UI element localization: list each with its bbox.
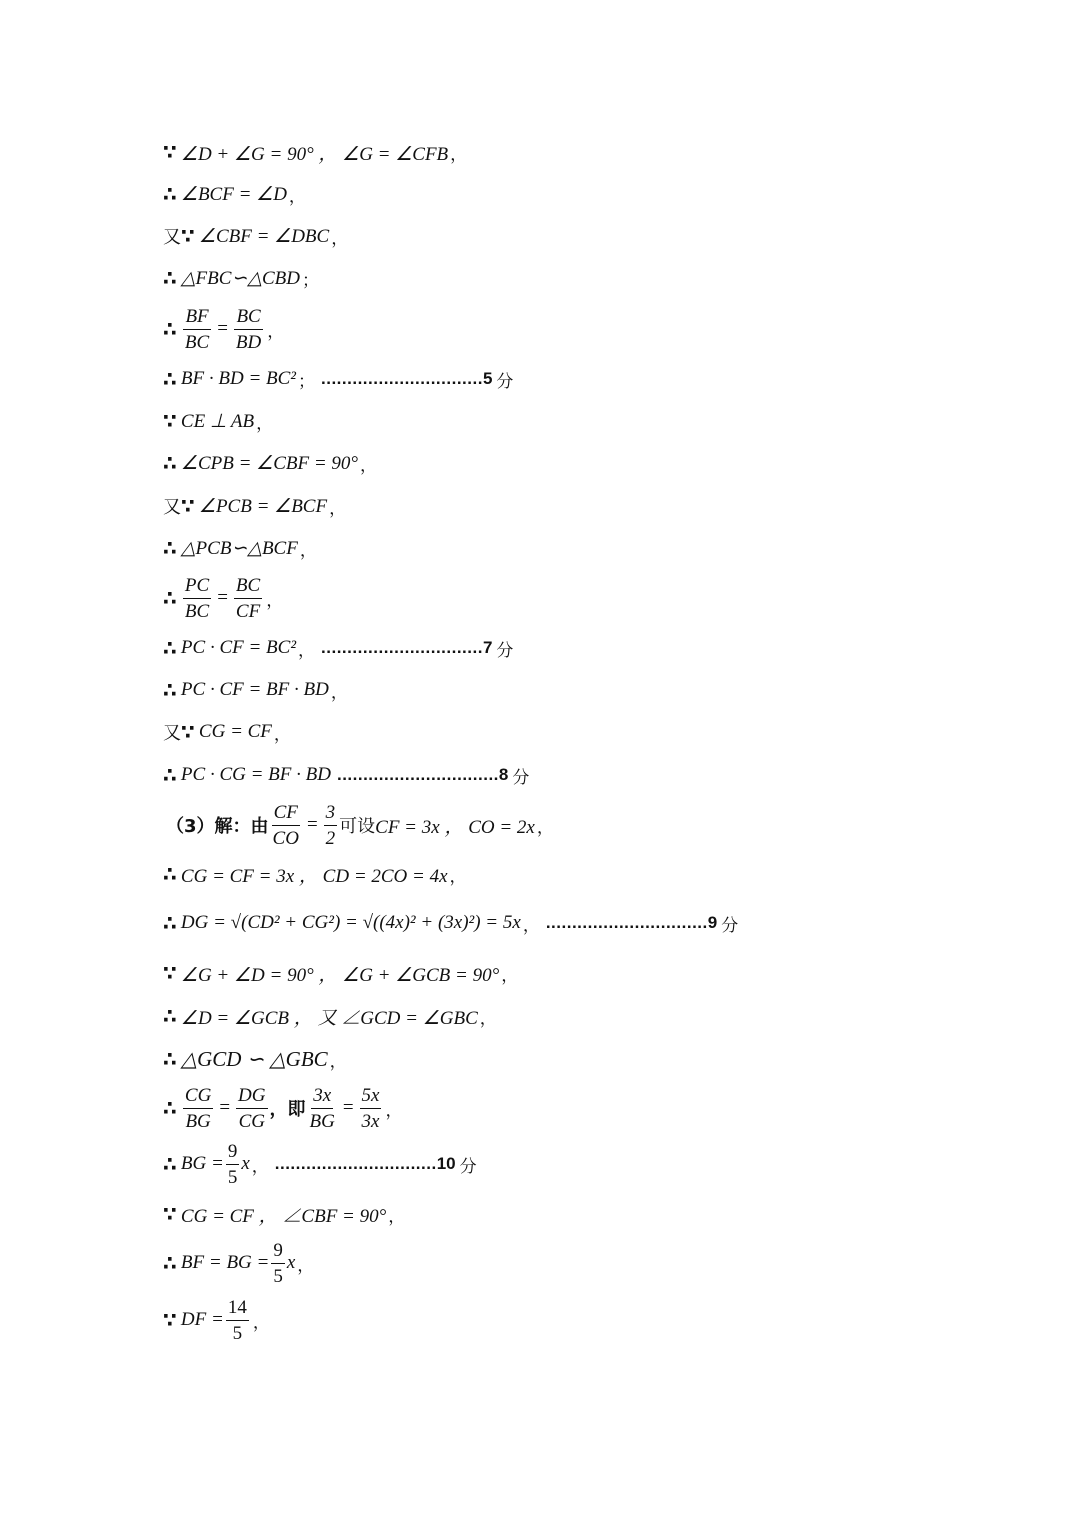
therefore-symbol: ∴ — [163, 367, 177, 391]
proof-line-13 — [163, 670, 354, 710]
because-symbol: ∵ — [181, 224, 195, 248]
because-symbol: ∵ — [163, 140, 177, 164]
math-expression: BF = BG = — [180, 1252, 270, 1273]
numerator: 5x — [360, 1086, 382, 1109]
denominator: 5 — [227, 1166, 238, 1188]
punctuation: ， — [297, 1255, 315, 1276]
therefore-symbol: ∴ — [163, 763, 177, 787]
therefore-symbol: ∴ — [163, 1152, 177, 1176]
proof-line-5 — [163, 299, 290, 359]
math-expression: ∠PCB = ∠BCF — [198, 495, 328, 517]
proof-line-26 — [163, 1290, 276, 1350]
denominator: CF — [235, 600, 261, 622]
therefore-symbol: ∴ — [163, 266, 177, 290]
numerator: 3x — [311, 1086, 333, 1109]
therefore-symbol: ∴ — [163, 1251, 177, 1275]
math-expression: ∠D = ∠GCB ， 又 ∠GCD = ∠GBC — [180, 1007, 478, 1029]
therefore-symbol: ∴ — [163, 536, 177, 560]
punctuation: ， — [330, 682, 348, 703]
proof-line-3 — [163, 216, 354, 256]
therefore-symbol: ∴ — [163, 317, 177, 341]
denominator: 3x — [361, 1110, 380, 1132]
because-symbol: ∵ — [163, 961, 177, 985]
score-unit: 分 — [512, 767, 530, 788]
therefore-symbol: ∴ — [163, 911, 177, 935]
numerator: BC — [234, 307, 262, 330]
variable: x — [241, 1153, 250, 1174]
math-expression: PC · CG = BF · BD — [180, 764, 331, 785]
therefore-symbol: ∴ — [163, 1047, 177, 1071]
variable: x — [286, 1252, 296, 1273]
denominator: BC — [184, 331, 210, 353]
punctuation: ， — [299, 540, 317, 561]
math-expression: BF · BD = BC² — [180, 368, 297, 389]
proof-line-7 — [163, 401, 279, 441]
fraction — [324, 803, 338, 848]
therefore-symbol: ∴ — [163, 862, 177, 886]
proof-line-19 — [163, 953, 524, 993]
therefore-symbol: ∴ — [163, 1096, 177, 1120]
let-text: 可设 — [339, 816, 376, 837]
therefore-symbol: ∴ — [163, 678, 177, 702]
punctuation: ， — [479, 1008, 497, 1029]
score-unit: 分 — [721, 915, 739, 936]
numerator: CF — [272, 803, 300, 826]
math-expression: CE ⊥ AB — [180, 410, 255, 432]
score-value: 10 — [436, 1154, 456, 1173]
score-unit: 分 — [496, 371, 514, 392]
equals-sign: = — [306, 814, 318, 835]
numerator: 14 — [226, 1298, 249, 1321]
math-expression: ∠G + ∠D = 90° ， ∠G + ∠GCB = 90° — [180, 964, 500, 986]
math-expression: PC · CF = BF · BD — [180, 679, 329, 700]
fraction — [271, 1241, 285, 1286]
score-value: 8 — [498, 765, 509, 784]
proof-line-2 — [163, 174, 312, 214]
also-text: 又 — [163, 723, 181, 744]
equals-sign: = — [217, 587, 228, 608]
score-unit: 分 — [459, 1156, 477, 1177]
fraction — [234, 576, 262, 621]
also-text: 又 — [163, 227, 181, 248]
math-expression: ∠CPB = ∠CBF = 90° — [180, 452, 358, 474]
proof-line-16 — [166, 795, 560, 855]
therefore-symbol: ∴ — [163, 586, 177, 610]
denominator: BC — [184, 600, 210, 622]
proof-line-24 — [163, 1194, 411, 1234]
math-expression: CF = 3x ， CO = 2x — [375, 816, 535, 838]
denominator: BD — [235, 331, 262, 353]
proof-line-21 — [163, 1039, 353, 1079]
math-expression: DF = — [180, 1309, 224, 1330]
denominator: CG — [238, 1110, 265, 1132]
numerator: CG — [183, 1086, 213, 1109]
also-text: 又 — [163, 497, 181, 518]
fraction — [360, 1086, 382, 1131]
dot-leader: ............................... — [321, 638, 483, 657]
fraction — [271, 803, 301, 848]
fraction — [236, 1086, 267, 1131]
punctuation: ， — [267, 321, 285, 342]
punctuation: ， — [256, 413, 274, 434]
equals-sign: = — [219, 1097, 231, 1118]
proof-line-1 — [163, 132, 473, 172]
denominator: 5 — [273, 1265, 283, 1287]
math-expression: CG = CF — [198, 721, 272, 742]
numerator: 9 — [226, 1142, 240, 1165]
math-expression: DG = √(CD² + CG²) = √((4x)² + (3x)²) = 5x — [180, 912, 521, 933]
score-value: 5 — [482, 369, 493, 388]
numerator: DG — [236, 1086, 267, 1109]
proof-line-20 — [163, 996, 503, 1036]
denominator: 2 — [325, 827, 336, 849]
proof-line-8 — [163, 443, 383, 483]
punctuation: ， — [536, 817, 554, 838]
proof-line-11 — [163, 568, 289, 628]
equals-sign: = — [342, 1097, 354, 1118]
dot-leader: ............................... — [545, 913, 708, 932]
numerator: PC — [183, 576, 211, 599]
punctuation: ， — [522, 915, 540, 936]
math-expression: PC · CF = BC² — [180, 637, 297, 658]
proof-line-15 — [163, 755, 529, 795]
dot-leader: ............................... — [336, 765, 499, 784]
therefore-symbol: ∴ — [163, 1004, 177, 1028]
proof-line-6 — [163, 359, 513, 399]
because-symbol: ∵ — [181, 720, 195, 744]
punctuation: ， — [252, 1312, 270, 1333]
math-expression: CG = CF ， ∠CBF = 90° — [180, 1205, 387, 1227]
math-expression: BG = — [180, 1153, 224, 1174]
numerator: 9 — [271, 1241, 285, 1264]
punctuation: ， — [273, 724, 291, 745]
fraction — [308, 1086, 337, 1131]
proof-line-9 — [163, 486, 352, 526]
proof-line-4 — [163, 258, 325, 298]
punctuation: ， — [385, 1100, 403, 1121]
punctuation: ， — [360, 455, 377, 476]
punctuation: ， — [251, 1156, 269, 1177]
punctuation: ， — [266, 590, 284, 611]
therefore-symbol: ∴ — [163, 451, 177, 475]
proof-line-10 — [163, 528, 323, 568]
punctuation: ， — [501, 965, 519, 986]
punctuation: ， — [331, 228, 349, 249]
because-symbol: ∵ — [181, 494, 195, 518]
punctuation: ； — [298, 371, 316, 392]
math-expression: CG = CF = 3x ， CD = 2CO = 4x — [180, 865, 448, 887]
denominator: 5 — [232, 1322, 243, 1344]
math-expression: ∠D + ∠G = 90° ， ∠G = ∠CFB — [180, 143, 449, 165]
namely-text: ，即 — [269, 1099, 306, 1120]
denominator: BG — [309, 1110, 335, 1132]
numerator: BC — [234, 576, 262, 599]
math-expression: ∠CBF = ∠DBC — [198, 225, 330, 247]
punctuation: ； — [301, 270, 319, 291]
punctuation: ， — [288, 186, 306, 207]
score-value: 7 — [482, 638, 493, 657]
fraction — [226, 1298, 249, 1343]
proof-line-18 — [163, 903, 738, 943]
denominator: BG — [185, 1110, 211, 1132]
punctuation: ， — [450, 144, 468, 165]
part-label: （3）解：由 — [166, 816, 269, 837]
because-symbol: ∵ — [163, 409, 177, 433]
math-expression: △PCB∽△BCF — [180, 537, 298, 559]
punctuation: ， — [449, 866, 467, 887]
fraction — [183, 576, 211, 621]
fraction — [226, 1142, 240, 1187]
numerator: 3 — [324, 803, 338, 826]
fraction — [183, 1086, 213, 1131]
proof-line-12 — [163, 628, 513, 668]
fraction — [234, 307, 263, 352]
dot-leader: ............................... — [321, 369, 483, 388]
punctuation: ， — [298, 640, 316, 661]
proof-line-25 — [163, 1233, 320, 1293]
math-expression: ∠BCF = ∠D — [180, 183, 287, 205]
equals-sign: = — [217, 318, 228, 339]
punctuation: ， — [329, 1051, 347, 1072]
score-unit: 分 — [496, 640, 514, 661]
dot-leader: ............................... — [274, 1154, 437, 1173]
therefore-symbol: ∴ — [163, 636, 177, 660]
math-expression: △GCD ∽ △GBC — [180, 1046, 328, 1071]
proof-line-17 — [163, 854, 473, 894]
math-expression: △FBC∽△CBD — [180, 267, 300, 289]
numerator: BF — [183, 307, 210, 330]
proof-line-22 — [163, 1078, 408, 1138]
punctuation: ， — [329, 498, 347, 519]
denominator: CO — [272, 827, 299, 849]
score-value: 9 — [707, 913, 718, 932]
proof-line-23 — [163, 1134, 477, 1194]
fraction — [183, 307, 211, 352]
because-symbol: ∵ — [163, 1202, 177, 1226]
therefore-symbol: ∴ — [163, 182, 177, 206]
because-symbol: ∵ — [163, 1308, 177, 1332]
punctuation: ， — [388, 1206, 406, 1227]
proof-line-14 — [163, 712, 297, 752]
